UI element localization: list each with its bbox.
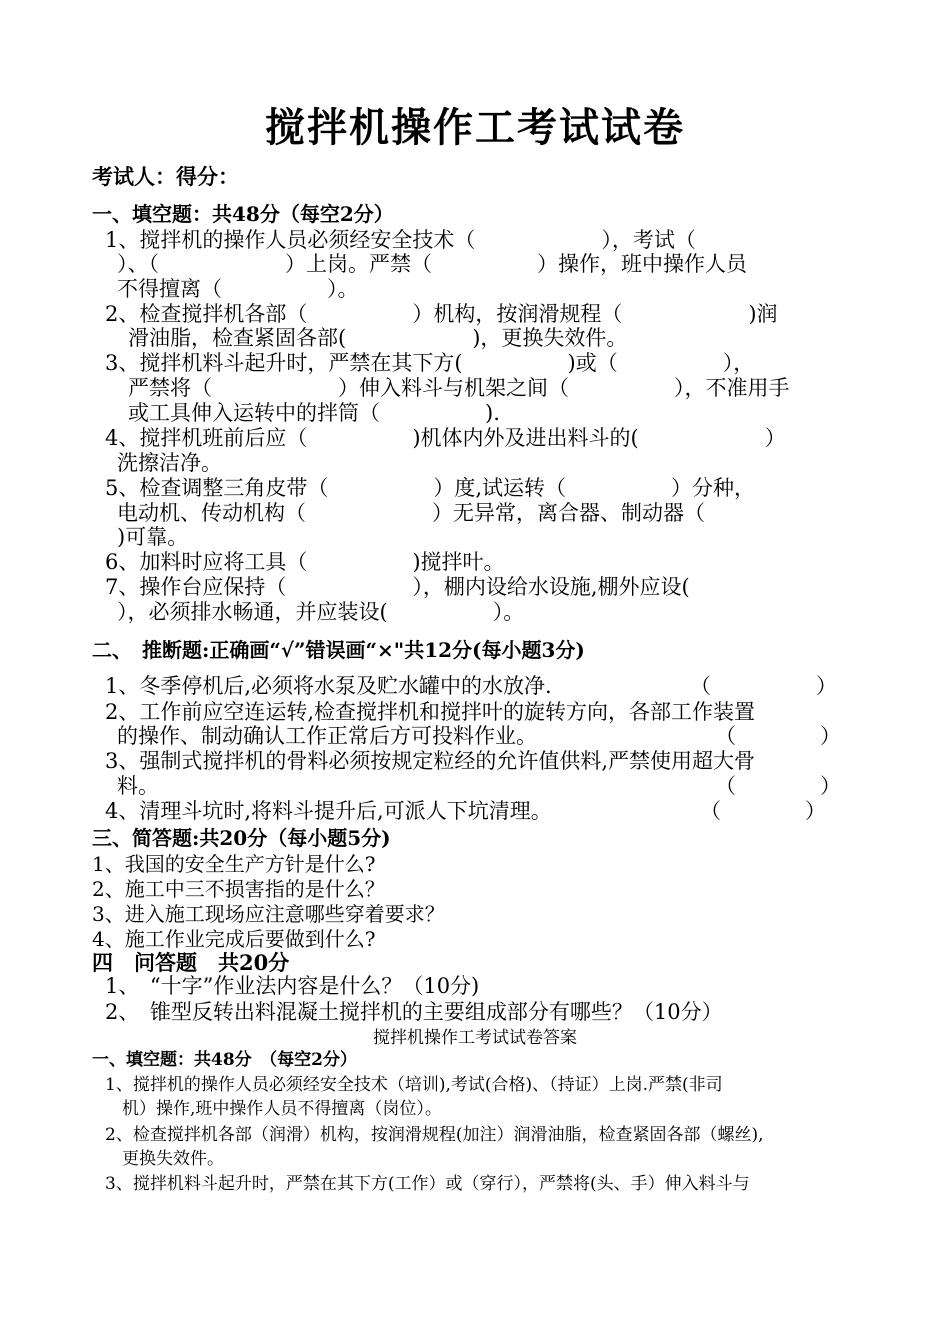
s1-line: 2、检查搅拌机各部（ ）机构，按润滑规程（ )润	[105, 302, 778, 326]
answer-bracket: （ ）	[700, 799, 826, 823]
answer-bracket: （ ）	[690, 674, 837, 698]
s1-line: 滑油脂，检查紧固各部( )，更换失效件。	[128, 326, 628, 350]
s1-line: 1、搅拌机的操作人员必须经安全技术（ ），考试（	[105, 228, 696, 252]
s3-line: 3、进入施工现场应注意哪些穿着要求？	[92, 902, 445, 926]
answer-line: 更换失效件。	[122, 1149, 224, 1169]
s2-line: 3、强制式搅拌机的骨料必须按规定粒经的允许值供料,严禁使用超大骨	[105, 749, 756, 773]
s1-line: 3、搅拌机料斗起升时，严禁在其下方( )或（ ），	[105, 351, 755, 375]
section3-heading: 三、简答题:共20分（每小题5分)	[92, 826, 391, 850]
s1-line: 6、加料时应将工具（ )搅拌叶。	[105, 550, 505, 574]
s4-line: 1、 “十字”作业法内容是什么？（10分)	[105, 974, 480, 998]
answer-line: 2、检查搅拌机各部（润滑）机构，按润滑规程(加注）润滑油脂，检查紧固各部（螺丝),	[105, 1125, 764, 1145]
answers-title: 搅拌机操作工考试试卷答案	[373, 1028, 577, 1048]
s2-line: 4、清理斗坑时,将料斗提升后,可派人下坑清理。	[105, 799, 552, 823]
s2-line: 2、工作前应空连运转,检查搅拌机和搅拌叶的旋转方向，各部工作装置	[105, 700, 756, 724]
s1-line: ）、（ ）上岗。严禁（ ）操作，班中操作人员	[117, 252, 747, 276]
s3-line: 1、我国的安全生产方针是什么?	[92, 852, 376, 876]
s3-line: 4、施工作业完成后要做到什么?	[92, 927, 376, 951]
s4-line: 2、 锥型反转出料混凝土搅拌机的主要组成部分有哪些？（10分）	[105, 1000, 723, 1024]
section2-heading: 二、 推断题:正确画“√”错误画“×"共12分(每小题3分)	[92, 638, 585, 662]
s1-line: 4、搅拌机班前后应（ )机体内外及进出料斗的( ）	[105, 426, 786, 450]
s2-line: 料。	[117, 774, 159, 798]
s1-line: 5、检查调整三角皮带（ ）度,试运转（ ）分种，	[105, 476, 756, 500]
s1-line: ），必须排水畅通，并应装设( ）。	[117, 600, 525, 624]
s1-line: 电动机、传动机构（ ）无异常，离合器、制动器（	[117, 501, 705, 525]
answer-line: 机）操作,班中操作人员不得擅离（岗位）。	[122, 1099, 442, 1119]
s1-line: 不得擅离（ ）。	[117, 277, 359, 301]
examinee-line: 考试人：得分：	[92, 164, 239, 189]
s3-line: 2、施工中三不损害指的是什么？	[92, 877, 385, 901]
s1-line: )可靠。	[117, 525, 189, 549]
answer-line: 3、搅拌机料斗起升时，严禁在其下方(工作）或（穿行），严禁将(头、手）伸入料斗与	[105, 1174, 750, 1194]
answer-bracket: （ ）	[715, 724, 841, 748]
s1-line: 7、操作台应保持（ ），棚内设给水设施,棚外应设(	[105, 575, 690, 599]
answer-bracket: （ ）	[715, 774, 841, 798]
s1-line: 严禁将（ ）伸入料斗与机架之间（ ），不准用手	[128, 376, 790, 400]
s1-line: 或工具伸入运转中的拌筒（ ).	[128, 401, 500, 425]
answers-heading: 一、填空题：共48分 （每空2分）	[92, 1050, 357, 1070]
s2-line: 的操作、制动确认工作正常后方可投料作业。	[117, 724, 537, 748]
s1-line: 洗擦洁净。	[117, 451, 222, 475]
section4-heading: 四 问答题 共20分	[92, 950, 290, 975]
page-title: 搅拌机操作工考试试卷	[265, 104, 685, 151]
s2-line: 1、冬季停机后,必须将水泵及贮水罐中的水放净.	[105, 674, 552, 698]
answer-line: 1、搅拌机的操作人员必须经安全技术（培训),考试(合格)、（持证）上岗.严禁(非司	[105, 1075, 723, 1095]
section1-heading: 一、填空题：共48分（每空2分）	[92, 202, 394, 226]
